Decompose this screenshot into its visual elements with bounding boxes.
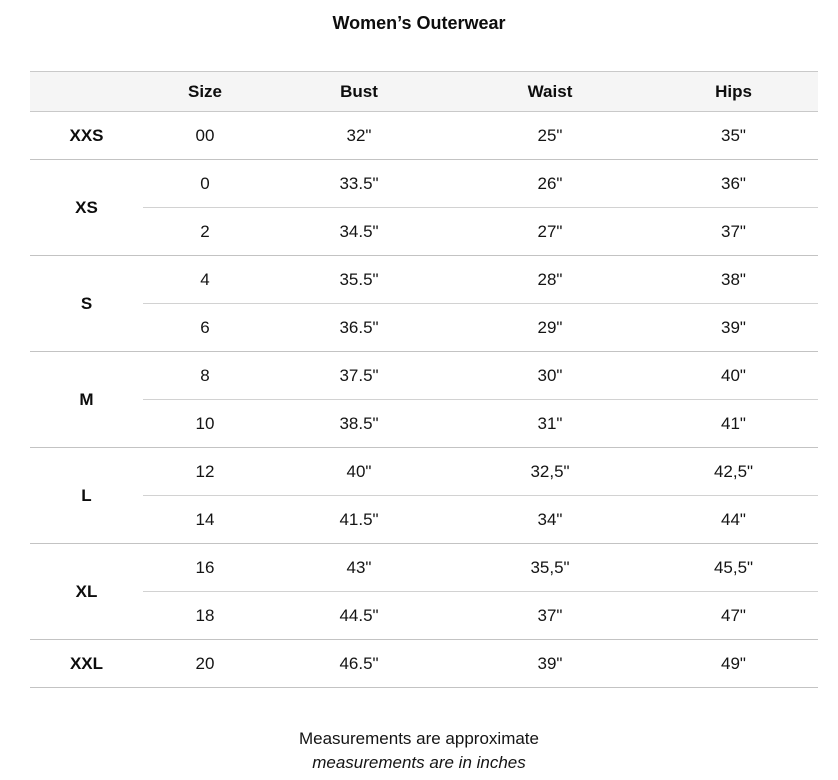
- cell-bust: 36.5": [267, 304, 451, 352]
- cell-hips: 44": [649, 496, 818, 544]
- cell-hips: 45,5": [649, 544, 818, 592]
- cell-size: 12: [143, 448, 267, 496]
- cell-size: 20: [143, 640, 267, 688]
- table-row: [30, 352, 818, 400]
- size-group-label: S: [30, 256, 143, 352]
- cell-size: 16: [143, 544, 267, 592]
- cell-waist: 32,5": [451, 448, 649, 496]
- cell-bust: 37.5": [267, 352, 451, 400]
- cell-bust: 34.5": [267, 208, 451, 256]
- note-units: measurements are in inches: [312, 753, 526, 772]
- table-row: [30, 304, 818, 352]
- cell-waist: 34": [451, 496, 649, 544]
- cell-size: 2: [143, 208, 267, 256]
- cell-bust: 35.5": [267, 256, 451, 304]
- cell-waist: 30": [451, 352, 649, 400]
- size-group-label: XS: [30, 160, 143, 256]
- cell-bust: 32": [267, 112, 451, 160]
- table-row: [30, 400, 818, 448]
- table-row: [30, 640, 818, 688]
- cell-hips: 35": [649, 112, 818, 160]
- cell-size: 8: [143, 352, 267, 400]
- cell-bust: 44.5": [267, 592, 451, 640]
- cell-bust: 46.5": [267, 640, 451, 688]
- page-title: Women’s Outerwear: [332, 13, 506, 33]
- header-cell-hips: Hips: [649, 72, 818, 112]
- cell-hips: 40": [649, 352, 818, 400]
- header-cell-waist: Waist: [451, 72, 649, 112]
- size-group-label: XXL: [30, 640, 143, 688]
- cell-bust: 38.5": [267, 400, 451, 448]
- cell-bust: 40": [267, 448, 451, 496]
- cell-hips: 49": [649, 640, 818, 688]
- table-row: [30, 256, 818, 304]
- table-row: [30, 496, 818, 544]
- cell-waist: 31": [451, 400, 649, 448]
- cell-waist: 39": [451, 640, 649, 688]
- header-cell-size: Size: [143, 72, 267, 112]
- header-cell-bust: Bust: [267, 72, 451, 112]
- table-row: [30, 448, 818, 496]
- size-group-label: XL: [30, 544, 143, 640]
- cell-waist: 28": [451, 256, 649, 304]
- cell-bust: 41.5": [267, 496, 451, 544]
- cell-size: 4: [143, 256, 267, 304]
- size-group-label: XXS: [30, 112, 143, 160]
- cell-waist: 37": [451, 592, 649, 640]
- header-row: [30, 72, 818, 112]
- cell-hips: 36": [649, 160, 818, 208]
- size-group-label: M: [30, 352, 143, 448]
- cell-size: 18: [143, 592, 267, 640]
- cell-waist: 29": [451, 304, 649, 352]
- cell-size: 6: [143, 304, 267, 352]
- cell-size: 0: [143, 160, 267, 208]
- table-row: [30, 544, 818, 592]
- cell-size: 10: [143, 400, 267, 448]
- header-cell-empty: [30, 72, 143, 112]
- size-group-label: L: [30, 448, 143, 544]
- table-row: [30, 160, 818, 208]
- footer-notes: [0, 728, 838, 775]
- table-row: [30, 592, 818, 640]
- cell-waist: 26": [451, 160, 649, 208]
- cell-size: 00: [143, 112, 267, 160]
- cell-hips: 38": [649, 256, 818, 304]
- size-chart-table: [30, 71, 818, 688]
- cell-hips: 42,5": [649, 448, 818, 496]
- table-row: [30, 112, 818, 160]
- table-row: [30, 208, 818, 256]
- cell-waist: 25": [451, 112, 649, 160]
- cell-hips: 41": [649, 400, 818, 448]
- cell-bust: 43": [267, 544, 451, 592]
- cell-hips: 37": [649, 208, 818, 256]
- cell-bust: 33.5": [267, 160, 451, 208]
- cell-hips: 39": [649, 304, 818, 352]
- note-approximate: Measurements are approximate: [298, 729, 539, 748]
- cell-hips: 47": [649, 592, 818, 640]
- cell-waist: 27": [451, 208, 649, 256]
- cell-waist: 35,5": [451, 544, 649, 592]
- cell-size: 14: [143, 496, 267, 544]
